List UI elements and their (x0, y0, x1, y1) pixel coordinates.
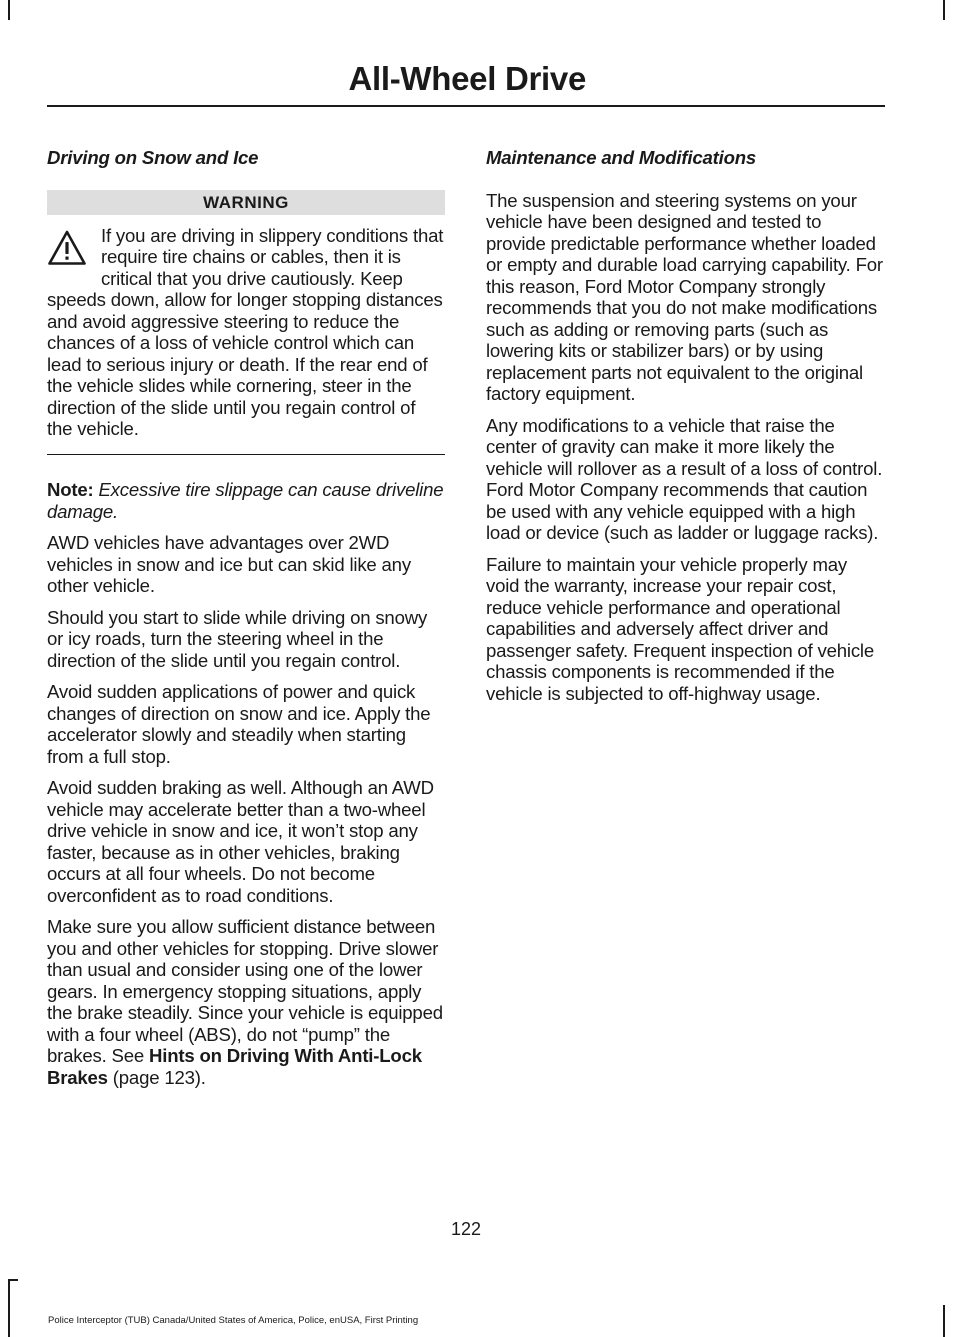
chapter-title: All-Wheel Drive (348, 60, 586, 97)
crop-mark-bottom-left (8, 1279, 10, 1337)
paragraph: The suspension and steering systems on your vehicle have been designed and tested to provide predictable performance whether loaded or empty and durable load carrying capability. For this reason, Ford Motor Company strongly recommends that you do not make modifications such as adding or removing parts (such as lowering kits or stabilizer bars) or by using replacement parts not equivalent to the original factory equipment. (486, 189, 883, 404)
crop-mark-top-right (943, 0, 945, 20)
section-heading-snow-ice: Driving on Snow and Ice (47, 147, 259, 168)
xref-page-ref: (page 123). (107, 1066, 206, 1088)
warning-rule (47, 454, 445, 456)
warning-body (47, 225, 445, 440)
header-rule (47, 105, 885, 107)
crop-mark-top-left (8, 0, 10, 20)
warning-text: If you are driving in slippery conditions that require tire chains or cables, then it is critical that you drive cautiously. Keep speeds down, allow for longer stopping distances and avoid aggressive steering to reduce the chances of a loss of vehicle control which can lead to serious injury or death. If the rear end of the vehicle slides while cornering, steer in the direction of the slide until you regain control of the vehicle. (47, 224, 444, 439)
paragraph: AWD vehicles have advantages over 2WD vehicles in snow and ice but can skid like any other vehicle. (47, 532, 411, 596)
warning-label: WARNING (47, 190, 445, 215)
right-column (486, 140, 884, 714)
paragraph: Any modifications to a vehicle that raise the center of gravity can make it more likely the vehicle will rollover as a result of a loss of control. Ford Motor Company recommends that caution be used with any vehicle equipped with a high load or device (such as ladder or luggage racks). (486, 414, 883, 543)
paragraph-abs (47, 916, 445, 1088)
paragraph: Avoid sudden braking as well. Although an AWD vehicle may accelerate better than a two-wheel drive vehicle in snow and ice, it won’t stop any faster, because as in other vehicles, braking occurs at all four wheels. Do not become overconfident as to road conditions. (47, 777, 434, 906)
note (47, 479, 445, 522)
note-text: Excessive tire slippage can cause driveline damage. (47, 479, 444, 522)
left-column (47, 140, 445, 1098)
warning-triangle-icon (47, 229, 87, 267)
paragraph: Avoid sudden applications of power and quick changes of direction on snow and ice. Apply the accelerator slowly and steadily when starting from a full stop. (47, 681, 431, 767)
section-heading-maintenance: Maintenance and Modifications (486, 147, 757, 168)
page-number: 122 (450, 1219, 482, 1239)
crop-mark-bottom-right (943, 1305, 945, 1337)
xref-link-anti-lock-brakes[interactable]: Hints on Driving With Anti-Lock Brakes (47, 1045, 422, 1088)
footer-print-info: Police Interceptor (TUB) Canada/United States of America, Police, enUSA, First Printing (48, 1315, 419, 1326)
warning-box (47, 190, 445, 456)
paragraph-abs-text: Make sure you allow sufficient distance between you and other vehicles for stopping. Drive slower than usual and consider using one of the lower gears. In emergency stopping situations, apply the brake steadily. Since your vehicle is equipped with a four wheel (ABS), do not “pump” the brakes. See (47, 916, 443, 1066)
paragraph: Should you start to slide while driving on snowy or icy roads, turn the steering wheel in the direction of the slide until you regain control. (47, 606, 428, 671)
crop-mark-bottom-left-h (8, 1279, 18, 1281)
note-label: Note: (47, 479, 94, 500)
paragraph: Failure to maintain your vehicle properly may void the warranty, increase your repair cost, reduce vehicle performance and operational capabilities and adversely affect driver and passenger safety. Frequent inspection of vehicle chassis components is recommended if the vehicle is subjected to off-highway usage. (486, 553, 874, 704)
